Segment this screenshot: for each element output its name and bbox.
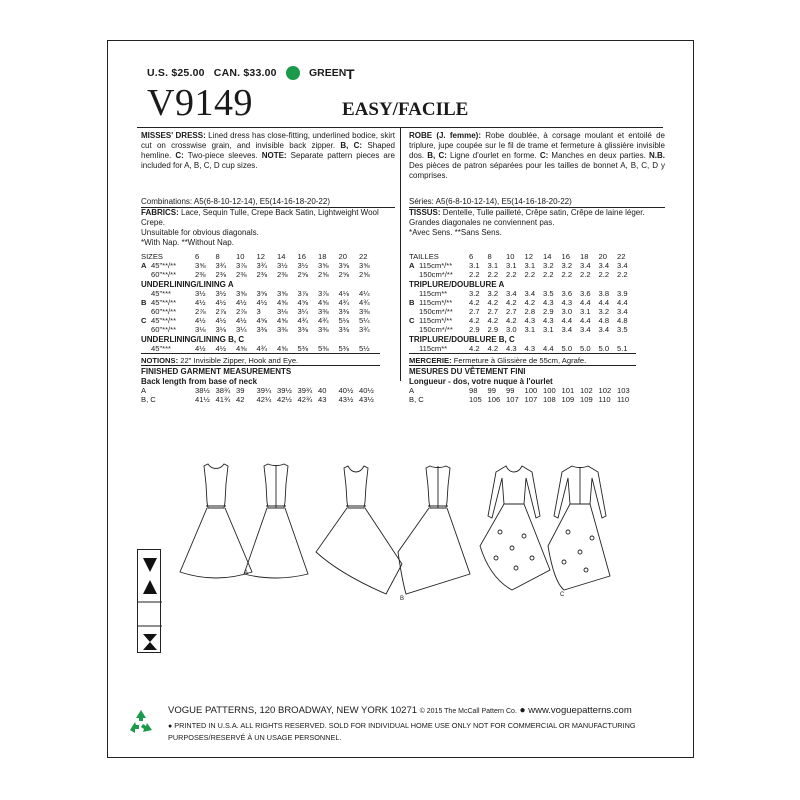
size-col: 12 [524,252,533,261]
desc-title: ROBE (J. femme): [409,131,481,140]
size-col: 20 [598,252,607,261]
desc-b: B, C: [427,151,447,160]
table-row: B 45"**/** 4½ 4½ 4½ 4½ 4⅝ 4⅝ 4⅝ 4¾ 4¾ [141,298,370,307]
desc-text: Robe doublée, à corsage moulant et entoilé de triplure, jupe coupée sur le fil de trame et fermeture à glissière invisible dos. [409,131,665,160]
color-label: GREEN [309,67,347,79]
pattern-number: V9149 [147,82,253,124]
desc-c-text: Two-piece sleeves. [183,151,262,160]
finished-header: FINISHED GARMENT MEASUREMENTS [141,366,380,377]
table-row: 60"**/** 3⅛ 3⅛ 3¼ 3⅜ 3⅜ 3⅜ 3⅜ 3⅜ 3¾ [151,325,370,334]
notions: MERCERIE: Fermeture à Glissière de 55cm, Agrafe. [409,354,636,366]
yardage-grid-en [141,252,380,404]
size-col: 18 [580,252,589,261]
back-length-label: Back length from base of neck [141,377,258,386]
fabrics-text: Dentelle, Tulle pailleté, Crêpe satin, Crêpe de laine léger. [440,208,645,217]
size-col: 22 [359,252,368,261]
desc-b-text: Ligne d'ourlet en forme. [446,151,540,160]
difficulty-level: EASY/FACILE [342,99,469,120]
fabrics-text: Lace, Sequin Tulle, Crepe Back Satin, Lightweight Wool Crepe. [141,208,379,227]
table-row: 115cm** 3.2 3.2 3.4 3.4 3.5 3.6 3.6 3.8 3.9 [419,289,628,298]
website-link[interactable]: www.voguepatterns.com [528,705,632,716]
section-header: TRIPLURE/DOUBLURE B, C [409,335,515,344]
section-header: UNDERLINING/LINING B, C [141,335,245,344]
table-row: 150cm*/** 2.7 2.7 2.7 2.8 2.9 3.0 3.1 3.2 3.4 [419,307,628,316]
symbol-key [137,549,161,653]
size-col: 8 [487,252,492,261]
size-col: 10 [506,252,515,261]
fabrics-fr [409,208,665,238]
description-en [141,131,395,171]
size-col: 6 [469,252,474,261]
desc-b-text: Shaped hemline. [141,141,395,160]
size-col: 8 [215,252,220,261]
fabrics-en [141,208,395,248]
dress-illustrations [140,462,580,612]
size-letter: T [346,66,355,82]
table-row: B, C 105 106 107 107 108 109 109 110 110 [409,395,630,404]
description-fr [409,131,665,181]
combinations-en: Combinations: A5(6-8-10-12-14), E5(14-16-18-20-22) [141,197,330,206]
table-row: 150cm*/** 2.9 2.9 3.0 3.1 3.1 3.4 3.4 3.4 3.5 [419,325,628,334]
table-row: B 115cm*/** 4.2 4.2 4.2 4.2 4.3 4.3 4.4 4.4 4.4 [409,298,628,307]
size-col: 14 [543,252,552,261]
desc-title: MISSES' DRESS: [141,131,206,140]
table-row: A 45"**/** 3⅝ 3¾ 3⅞ 3¾ 3½ 3½ 3⅝ 3⅝ 3⅝ [141,261,370,270]
size-col: 14 [277,252,286,261]
combinations-fr: Séries: A5(6-8-10-12-14), E5(14-16-18-20-22) [409,197,572,206]
unsuitable-note: Unsuitable for obvious diagonals. [141,228,259,237]
desc-text: Lined dress has close-fitting, underlined bodice, skirt cut on crosswise grain, and invisible back zipper. [141,131,395,150]
dress-a-front [180,464,252,578]
table-row: A 38½ 38¾ 39 39¼ 39½ 39¾ 40 40½ 40½ [141,386,374,395]
finished-header: MESURES DU VÊTEMENT FINI [409,366,636,377]
copyright: © 2015 The McCall Pattern Co. [419,708,517,715]
table-row: 115cm** 4.2 4.2 4.3 4.3 4.4 5.0 5.0 5.0 5.1 [419,344,628,353]
table-row: A 98 99 99 100 100 101 102 102 103 [409,386,630,395]
desc-note: N.B. [649,151,665,160]
price-us: U.S. $25.00 [147,67,205,79]
desc-c: C: [175,151,184,160]
price-can: CAN. $33.00 [213,67,277,79]
size-col: 20 [338,252,347,261]
size-col: 22 [617,252,626,261]
dress-a-back [244,464,308,578]
recycle-icon [127,708,155,736]
dress-b-front [316,466,402,594]
table-row: C 45"**/** 4½ 4½ 4½ 4⅝ 4⅝ 4¾ 4¾ 5⅛ 5¼ [141,316,370,325]
size-col: 18 [318,252,327,261]
back-length-label: Longueur - dos, votre nuque à l'ourlet [409,377,553,386]
dress-c-front [480,466,550,590]
table-row: 60"**/** 2⅞ 2⅞ 2⅞ 3 3⅛ 3¼ 3⅜ 3⅜ 3⅜ [151,307,370,316]
publisher-line: VOGUE PATTERNS, 120 BROADWAY, NEW YORK 10271 © 2015 The McCall Pattern Co. ● www.voguepatterns.com [168,705,632,716]
center-divider [400,127,401,381]
size-col: 16 [561,252,570,261]
desc-b: B, C: [340,141,363,150]
table-row: B, C 41½ 41¾ 42 42¼ 42½ 42¾ 43 43½ 43½ [141,395,374,404]
label-a: A [244,570,249,576]
legal-notice: PRINTED IN U.S.A. ALL RIGHTS RESERVED. SOLD FOR INDIVIDUAL HOME USE ONLY NOT FOR COMMERCIAL OR MANUFACTURING PURPOSES/RESERVÉ À UN USAGE PERSONNEL. [168,721,636,742]
table-row: 60"**/** 2⅜ 2⅜ 2⅜ 2⅜ 2⅜ 2⅝ 2⅝ 2⅝ 2⅝ [151,270,370,279]
color-dot-icon [286,66,300,80]
sizes-label: TAILLES [409,252,439,261]
table-row: 45"*** 4½ 4½ 4⅝ 4¾ 4⅝ 5⅜ 5⅜ 5⅜ 5½ [151,344,370,353]
yardage-grid-fr [409,252,636,404]
fabrics-label: FABRICS: [141,208,179,217]
yardage-table-en [141,252,380,404]
label-c: C [560,592,565,598]
label-b: B [400,596,405,602]
desc-note-text: Des pièces de patron séparées pour les tailles de bonnet A, B, C, D y comprises. [409,161,665,180]
desc-note-text: Separate pattern pieces are included for A, B, C, D cup sizes. [141,151,395,170]
legal-text: ● PRINTED IN U.S.A. ALL RIGHTS RESERVED. SOLD FOR INDIVIDUAL HOME USE ONLY NOT FOR COMMERCIAL OR MANUFACTURING PURPOSES/RESERVÉ À UN USAGE PERSONNEL. [168,721,636,742]
size-col: 6 [195,252,200,261]
notions: NOTIONS: 22" Invisible Zipper, Hook and Eye. [141,354,380,366]
table-row: 45"*** 3½ 3½ 3⅝ 3⅝ 3⅝ 3⅞ 3⅞ 4⅛ 4¼ [151,289,370,298]
size-col: 12 [256,252,265,261]
nap-note: *Avec Sens. **Sans Sens. [409,228,502,237]
fabrics-label: TISSUS: [409,208,441,217]
sizes-label: SIZES [141,252,163,261]
desc-note: NOTE: [261,151,287,160]
nap-note: *With Nap. **Without Nap. [141,238,234,247]
price-line [147,67,283,79]
unsuitable-note: Grandes diagonales ne conviennent pas. [409,218,555,227]
section-header: UNDERLINING/LINING A [141,280,234,289]
arrow-symbols-icon [138,550,162,654]
table-row: A 115cm*/** 3.1 3.1 3.1 3.1 3.2 3.2 3.4 3.4 3.4 [409,261,628,270]
table-row: C 115cm*/** 4.2 4.2 4.2 4.3 4.3 4.4 4.4 4.8 4.8 [409,316,628,325]
desc-c-text: Manches en deux parties. [548,151,649,160]
dress-b-back [398,466,470,594]
desc-c: C: [539,151,549,160]
publisher-address: VOGUE PATTERNS, 120 BROADWAY, NEW YORK 10271 [168,705,418,716]
size-col: 10 [236,252,245,261]
section-header: TRIPLURE/DOUBLURE A [409,280,505,289]
size-col: 16 [297,252,306,261]
table-row: 150cm*/** 2.2 2.2 2.2 2.2 2.2 2.2 2.2 2.2 2.2 [419,270,628,279]
yardage-table-fr [409,252,636,404]
